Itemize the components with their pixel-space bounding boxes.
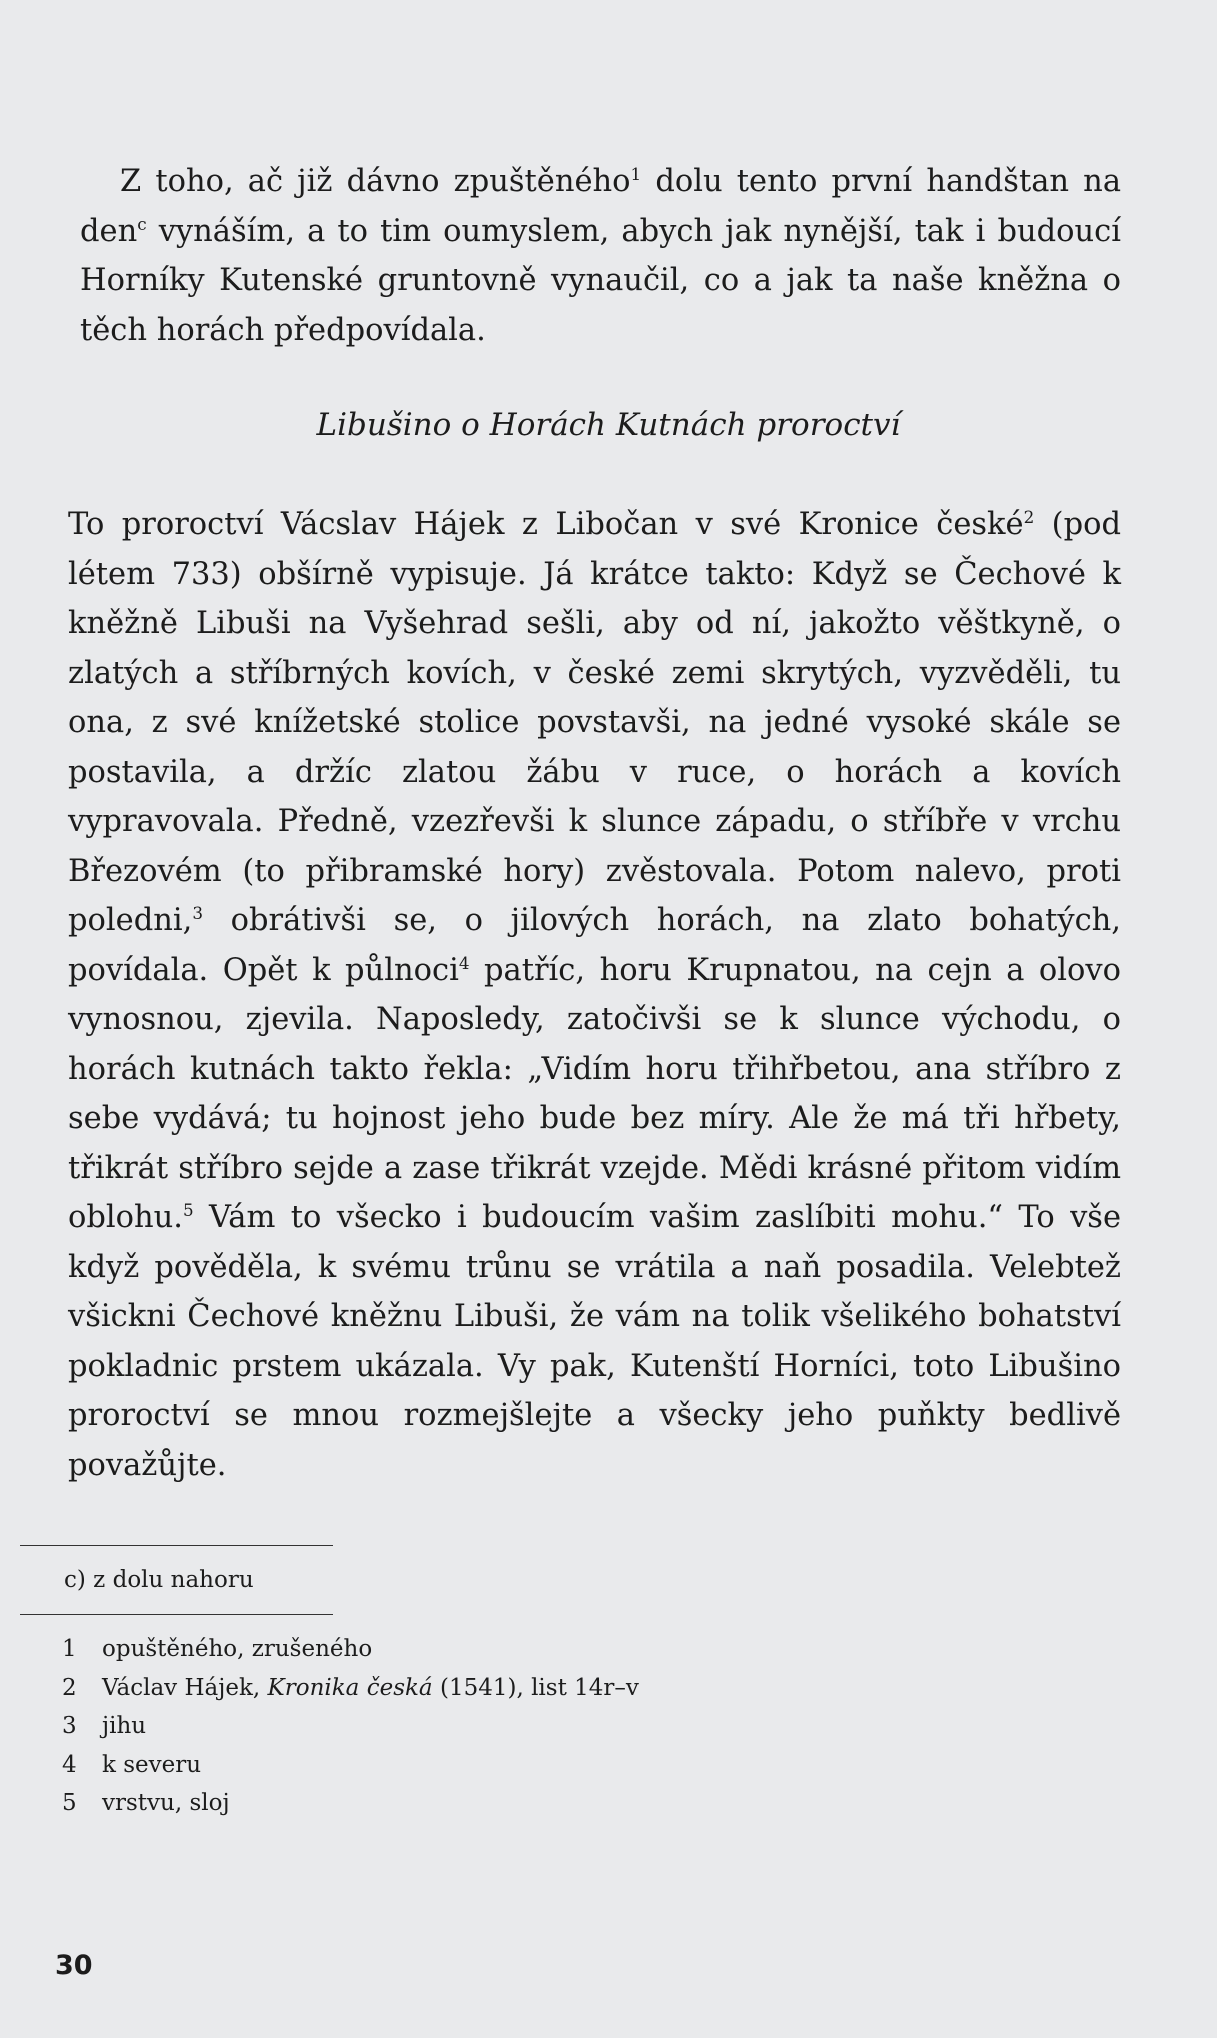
prophecy-paragraph	[68, 500, 1121, 1490]
footnote-item	[62, 1746, 639, 1785]
footnote-book-title: Kronika česká	[267, 1674, 433, 1701]
text-run: To proroctví Vácslav Hájek z Libočan v své Kronice české	[68, 507, 1024, 542]
footnote-text: jihu	[102, 1713, 147, 1739]
footnote-ref: 4	[458, 952, 470, 973]
editor-note: c) z dolu nahoru	[64, 1567, 254, 1593]
text-run: obrátivši se, o jilových horách, na zlato bohatých, povídala. Opět k půlnoci	[68, 903, 1121, 988]
footnote-text: k severu	[102, 1751, 202, 1778]
footnote-text-post: (1541), list 14r–v	[432, 1674, 639, 1701]
footnote-number: 4	[62, 1751, 77, 1778]
text-run: (pod létem 733) obšírně vypisuje. Já krátce takto: Když se Čechové k kněžně Libuši na Vyšehrad sešli, aby od ní, jakožto věštkyně, o zlatých a stříbrných kovích, v české zemi skrytých, vyzvěděli, tu ona, z své knížetské stolice povstavši, na jedné vysoké skále se postavila, a držíc zlatou žábu v ruce, o horách a kovích vypravovala. Předně, vzezřevši k slunce západu, o stříbře v vrchu Březovém (to přibramské hory) zvěstovala. Potom nalevo, proti poledni,	[68, 507, 1121, 938]
footnote-ref: 1	[630, 163, 642, 184]
footnote-divider	[20, 1614, 333, 1615]
footnote-item	[62, 1784, 639, 1823]
text-run: dolu tento první handštan na den	[80, 164, 1122, 249]
footnote-text: vrstvu, sloj	[102, 1790, 230, 1816]
text-run: vynáším, a to tim oumyslem, abych jak nynější, tak i budoucí Horníky Kutenské gruntovně vynaučil, co a jak ta naše kněžna o těch horách předpovídala.	[80, 213, 1121, 348]
footnote-text: opuštěného, zrušeného	[102, 1636, 373, 1662]
footnote-ref: 2	[1023, 506, 1035, 527]
footnote-number: 2	[62, 1674, 77, 1701]
intro-paragraph	[80, 157, 1121, 355]
footnote-item	[62, 1707, 639, 1746]
section-heading: Libušino o Horách Kutnách proroctví	[316, 407, 901, 443]
footnote-item	[62, 1630, 639, 1669]
footnote-text-pre: Václav Hájek,	[102, 1674, 268, 1701]
footnote-item	[62, 1669, 639, 1708]
page-number: 30	[55, 1950, 93, 1981]
footnote-number: 3	[62, 1713, 77, 1739]
note-ref: c	[137, 213, 147, 234]
footnote-number: 1	[62, 1636, 77, 1662]
footnote-ref: 5	[183, 1199, 194, 1220]
text-run: Vám to všecko i budoucím vašim zaslíbiti mohu.“ To vše když pověděla, k svému trůnu se vrátila a naň posadila. Velebtež všickni Čechové kněžnu Libuši, že vám na tolik všelikého bohatství pokladnic prstem ukázala. Vy pak, Kutenští Horníci, toto Libušino proroctví se mnou rozmejšlejte a všecky jeho puňkty bedlivě považůjte.	[68, 1200, 1121, 1483]
text-run: Z toho, ač již dávno zpuštěného	[120, 164, 631, 199]
footnote-list	[62, 1630, 639, 1823]
footnote-divider	[20, 1545, 333, 1546]
text-run: patříc, horu Krupnatou, na cejn a olovo vynosnou, zjevila. Naposledy, zatočivši se k slunce východu, o horách kutnách takto řekla: „Vidím horu třihřbetou, ana stříbro z sebe vydává; tu hojnost jeho bude bez míry. Ale že má tři hřbety, třikrát stříbro sejde a zase třikrát vzejde. Mědi krásné přitom vidím oblohu.	[68, 952, 1121, 1235]
footnote-text	[102, 1669, 639, 1708]
footnote-ref: 3	[192, 902, 203, 923]
footnote-number: 5	[62, 1790, 77, 1816]
